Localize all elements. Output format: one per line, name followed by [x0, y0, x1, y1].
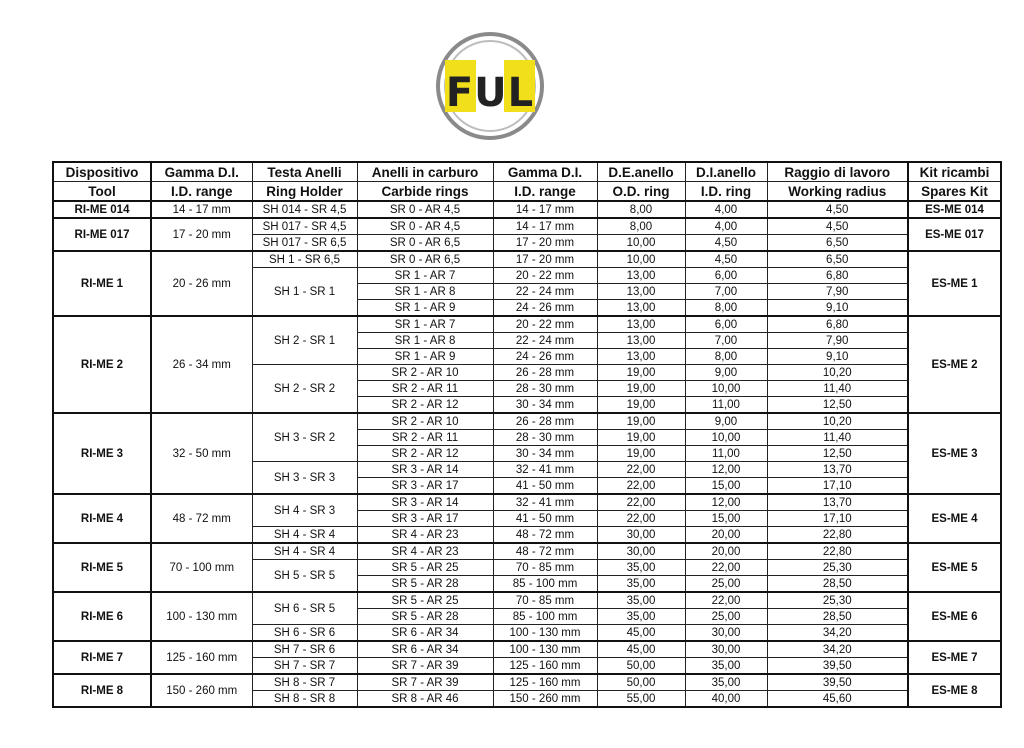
table-row	[53, 494, 1001, 511]
od-ring-cell: 8,00	[597, 218, 685, 235]
id-ring-cell: 9,00	[685, 413, 767, 430]
ring-id-range-cell: 20 - 22 mm	[493, 316, 597, 333]
carbide-ring-cell: SR 1 - AR 7	[357, 316, 493, 333]
header-cell: D.E.anello	[597, 162, 685, 182]
id-ring-cell: 30,00	[685, 641, 767, 658]
working-radius-cell: 34,20	[767, 625, 908, 642]
ring-holder-cell: SH 5 - SR 5	[252, 560, 357, 593]
spares-kit-cell: ES-ME 4	[908, 494, 1001, 543]
table-row	[53, 201, 1001, 218]
working-radius-cell: 7,90	[767, 333, 908, 349]
carbide-ring-cell: SR 2 - AR 10	[357, 413, 493, 430]
od-ring-cell: 22,00	[597, 511, 685, 527]
working-radius-cell: 45,60	[767, 691, 908, 708]
working-radius-cell: 10,20	[767, 413, 908, 430]
id-ring-cell: 11,00	[685, 446, 767, 462]
id-ring-cell: 4,00	[685, 218, 767, 235]
od-ring-cell: 22,00	[597, 462, 685, 478]
od-ring-cell: 30,00	[597, 543, 685, 560]
working-radius-cell: 25,30	[767, 560, 908, 576]
table-row	[53, 413, 1001, 430]
working-radius-cell: 6,80	[767, 268, 908, 284]
spares-kit-cell: ES-ME 8	[908, 674, 1001, 707]
od-ring-cell: 35,00	[597, 576, 685, 593]
ring-id-range-cell: 24 - 26 mm	[493, 300, 597, 317]
od-ring-cell: 13,00	[597, 268, 685, 284]
carbide-ring-cell: SR 2 - AR 11	[357, 381, 493, 397]
ring-id-range-cell: 26 - 28 mm	[493, 413, 597, 430]
id-ring-cell: 8,00	[685, 300, 767, 317]
od-ring-cell: 8,00	[597, 201, 685, 218]
table-body	[53, 162, 1001, 707]
od-ring-cell: 45,00	[597, 625, 685, 642]
spares-kit-cell: ES-ME 014	[908, 201, 1001, 218]
id-ring-cell: 4,50	[685, 251, 767, 268]
od-ring-cell: 45,00	[597, 641, 685, 658]
carbide-ring-cell: SR 6 - AR 34	[357, 625, 493, 642]
od-ring-cell: 19,00	[597, 381, 685, 397]
carbide-ring-cell: SR 2 - AR 12	[357, 397, 493, 414]
ring-id-range-cell: 48 - 72 mm	[493, 527, 597, 544]
spares-kit-cell: ES-ME 017	[908, 218, 1001, 251]
carbide-ring-cell: SR 3 - AR 17	[357, 511, 493, 527]
carbide-ring-cell: SR 2 - AR 12	[357, 446, 493, 462]
working-radius-cell: 6,50	[767, 251, 908, 268]
od-ring-cell: 50,00	[597, 674, 685, 691]
header-cell: Carbide rings	[357, 182, 493, 202]
od-ring-cell: 10,00	[597, 251, 685, 268]
od-ring-cell: 13,00	[597, 349, 685, 365]
id-ring-cell: 7,00	[685, 333, 767, 349]
carbide-ring-cell: SR 1 - AR 8	[357, 333, 493, 349]
working-radius-cell: 6,80	[767, 316, 908, 333]
header-cell: Anelli in carburo	[357, 162, 493, 182]
od-ring-cell: 50,00	[597, 658, 685, 675]
ring-id-range-cell: 22 - 24 mm	[493, 284, 597, 300]
tool-cell: RI-ME 7	[53, 641, 151, 674]
header-cell: Dispositivo	[53, 162, 151, 182]
ring-id-range-cell: 26 - 28 mm	[493, 365, 597, 381]
ring-holder-cell: SH 4 - SR 4	[252, 543, 357, 560]
id-ring-cell: 35,00	[685, 658, 767, 675]
header-cell: Tool	[53, 182, 151, 202]
tool-cell: RI-ME 5	[53, 543, 151, 592]
spares-kit-cell: ES-ME 2	[908, 316, 1001, 413]
spares-table	[52, 161, 1002, 708]
id-ring-cell: 22,00	[685, 560, 767, 576]
ring-holder-cell: SH 017 - SR 6,5	[252, 235, 357, 252]
id-range-cell: 70 - 100 mm	[151, 543, 252, 592]
ring-id-range-cell: 30 - 34 mm	[493, 446, 597, 462]
table-row	[53, 218, 1001, 235]
header-cell: Gamma D.I.	[151, 162, 252, 182]
ring-holder-cell: SH 6 - SR 6	[252, 625, 357, 642]
od-ring-cell: 19,00	[597, 365, 685, 381]
ring-id-range-cell: 125 - 160 mm	[493, 658, 597, 675]
id-ring-cell: 22,00	[685, 592, 767, 609]
working-radius-cell: 12,50	[767, 397, 908, 414]
working-radius-cell: 11,40	[767, 381, 908, 397]
carbide-ring-cell: SR 3 - AR 14	[357, 494, 493, 511]
carbide-ring-cell: SR 2 - AR 11	[357, 430, 493, 446]
od-ring-cell: 35,00	[597, 609, 685, 625]
id-ring-cell: 35,00	[685, 674, 767, 691]
working-radius-cell: 28,50	[767, 609, 908, 625]
id-range-cell: 26 - 34 mm	[151, 316, 252, 413]
ring-holder-cell: SH 6 - SR 5	[252, 592, 357, 625]
header-cell: Gamma D.I.	[493, 162, 597, 182]
working-radius-cell: 6,50	[767, 235, 908, 252]
ring-id-range-cell: 41 - 50 mm	[493, 511, 597, 527]
ring-id-range-cell: 150 - 260 mm	[493, 691, 597, 708]
id-ring-cell: 25,00	[685, 609, 767, 625]
id-ring-cell: 15,00	[685, 478, 767, 495]
ring-holder-cell: SH 1 - SR 1	[252, 268, 357, 317]
carbide-ring-cell: SR 0 - AR 4,5	[357, 218, 493, 235]
working-radius-cell: 7,90	[767, 284, 908, 300]
carbide-ring-cell: SR 4 - AR 23	[357, 543, 493, 560]
od-ring-cell: 13,00	[597, 300, 685, 317]
ring-id-range-cell: 17 - 20 mm	[493, 235, 597, 252]
spares-kit-cell: ES-ME 1	[908, 251, 1001, 316]
carbide-ring-cell: SR 1 - AR 9	[357, 300, 493, 317]
od-ring-cell: 10,00	[597, 235, 685, 252]
working-radius-cell: 9,10	[767, 349, 908, 365]
tool-cell: RI-ME 3	[53, 413, 151, 494]
ring-holder-cell: SH 4 - SR 3	[252, 494, 357, 527]
header-cell: Ring Holder	[252, 182, 357, 202]
od-ring-cell: 55,00	[597, 691, 685, 708]
header-cell: O.D. ring	[597, 182, 685, 202]
ring-holder-cell: SH 014 - SR 4,5	[252, 201, 357, 218]
working-radius-cell: 28,50	[767, 576, 908, 593]
table-row	[53, 251, 1001, 268]
carbide-ring-cell: SR 7 - AR 39	[357, 674, 493, 691]
tool-cell: RI-ME 017	[53, 218, 151, 251]
carbide-ring-cell: SR 4 - AR 23	[357, 527, 493, 544]
carbide-ring-cell: SR 1 - AR 8	[357, 284, 493, 300]
id-range-cell: 125 - 160 mm	[151, 641, 252, 674]
spares-kit-cell: ES-ME 6	[908, 592, 1001, 641]
od-ring-cell: 19,00	[597, 446, 685, 462]
tool-cell: RI-ME 1	[53, 251, 151, 316]
ring-id-range-cell: 100 - 130 mm	[493, 625, 597, 642]
carbide-ring-cell: SR 0 - AR 6,5	[357, 235, 493, 252]
carbide-ring-cell: SR 0 - AR 4,5	[357, 201, 493, 218]
table-row	[53, 674, 1001, 691]
header-cell: Kit ricambi	[908, 162, 1001, 182]
ring-id-range-cell: 125 - 160 mm	[493, 674, 597, 691]
carbide-ring-cell: SR 7 - AR 39	[357, 658, 493, 675]
ring-id-range-cell: 20 - 22 mm	[493, 268, 597, 284]
header-row-english	[53, 182, 1001, 202]
id-ring-cell: 25,00	[685, 576, 767, 593]
header-cell: Testa Anelli	[252, 162, 357, 182]
ring-id-range-cell: 41 - 50 mm	[493, 478, 597, 495]
ring-holder-cell: SH 7 - SR 7	[252, 658, 357, 675]
id-range-cell: 17 - 20 mm	[151, 218, 252, 251]
od-ring-cell: 19,00	[597, 413, 685, 430]
working-radius-cell: 25,30	[767, 592, 908, 609]
header-cell: D.I.anello	[685, 162, 767, 182]
od-ring-cell: 19,00	[597, 430, 685, 446]
working-radius-cell: 13,70	[767, 494, 908, 511]
od-ring-cell: 13,00	[597, 284, 685, 300]
spares-kit-cell: ES-ME 3	[908, 413, 1001, 494]
tool-cell: RI-ME 6	[53, 592, 151, 641]
carbide-ring-cell: SR 1 - AR 9	[357, 349, 493, 365]
od-ring-cell: 13,00	[597, 316, 685, 333]
working-radius-cell: 22,80	[767, 527, 908, 544]
ring-id-range-cell: 24 - 26 mm	[493, 349, 597, 365]
carbide-ring-cell: SR 8 - AR 46	[357, 691, 493, 708]
carbide-ring-cell: SR 5 - AR 25	[357, 560, 493, 576]
ring-holder-cell: SH 8 - SR 8	[252, 691, 357, 708]
header-cell: I.D. range	[493, 182, 597, 202]
ring-id-range-cell: 100 - 130 mm	[493, 641, 597, 658]
working-radius-cell: 17,10	[767, 478, 908, 495]
tool-cell: RI-ME 2	[53, 316, 151, 413]
id-ring-cell: 4,50	[685, 235, 767, 252]
spares-kit-cell: ES-ME 5	[908, 543, 1001, 592]
id-ring-cell: 20,00	[685, 543, 767, 560]
od-ring-cell: 13,00	[597, 333, 685, 349]
working-radius-cell: 34,20	[767, 641, 908, 658]
id-ring-cell: 6,00	[685, 316, 767, 333]
ring-id-range-cell: 32 - 41 mm	[493, 462, 597, 478]
ring-id-range-cell: 28 - 30 mm	[493, 430, 597, 446]
table-row	[53, 641, 1001, 658]
tool-cell: RI-ME 014	[53, 201, 151, 218]
od-ring-cell: 19,00	[597, 397, 685, 414]
id-ring-cell: 12,00	[685, 494, 767, 511]
id-ring-cell: 6,00	[685, 268, 767, 284]
carbide-ring-cell: SR 3 - AR 17	[357, 478, 493, 495]
ring-holder-cell: SH 3 - SR 2	[252, 413, 357, 462]
carbide-ring-cell: SR 0 - AR 6,5	[357, 251, 493, 268]
id-ring-cell: 10,00	[685, 381, 767, 397]
id-range-cell: 150 - 260 mm	[151, 674, 252, 707]
ring-holder-cell: SH 2 - SR 2	[252, 365, 357, 414]
ring-id-range-cell: 70 - 85 mm	[493, 592, 597, 609]
ring-holder-cell: SH 4 - SR 4	[252, 527, 357, 544]
id-ring-cell: 9,00	[685, 365, 767, 381]
header-cell: I.D. ring	[685, 182, 767, 202]
id-ring-cell: 10,00	[685, 430, 767, 446]
od-ring-cell: 35,00	[597, 560, 685, 576]
working-radius-cell: 22,80	[767, 543, 908, 560]
ring-id-range-cell: 22 - 24 mm	[493, 333, 597, 349]
ring-id-range-cell: 85 - 100 mm	[493, 576, 597, 593]
ring-id-range-cell: 14 - 17 mm	[493, 218, 597, 235]
id-ring-cell: 7,00	[685, 284, 767, 300]
ring-id-range-cell: 70 - 85 mm	[493, 560, 597, 576]
ring-holder-cell: SH 7 - SR 6	[252, 641, 357, 658]
od-ring-cell: 22,00	[597, 494, 685, 511]
id-ring-cell: 8,00	[685, 349, 767, 365]
working-radius-cell: 39,50	[767, 658, 908, 675]
ring-holder-cell: SH 3 - SR 3	[252, 462, 357, 495]
id-range-cell: 32 - 50 mm	[151, 413, 252, 494]
ring-id-range-cell: 17 - 20 mm	[493, 251, 597, 268]
working-radius-cell: 10,20	[767, 365, 908, 381]
od-ring-cell: 22,00	[597, 478, 685, 495]
table-row	[53, 592, 1001, 609]
id-range-cell: 14 - 17 mm	[151, 201, 252, 218]
working-radius-cell: 39,50	[767, 674, 908, 691]
working-radius-cell: 13,70	[767, 462, 908, 478]
ring-id-range-cell: 28 - 30 mm	[493, 381, 597, 397]
ring-id-range-cell: 85 - 100 mm	[493, 609, 597, 625]
id-ring-cell: 11,00	[685, 397, 767, 414]
carbide-ring-cell: SR 5 - AR 28	[357, 576, 493, 593]
ring-holder-cell: SH 1 - SR 6,5	[252, 251, 357, 268]
od-ring-cell: 30,00	[597, 527, 685, 544]
working-radius-cell: 11,40	[767, 430, 908, 446]
carbide-ring-cell: SR 2 - AR 10	[357, 365, 493, 381]
spares-kit-cell: ES-ME 7	[908, 641, 1001, 674]
ring-id-range-cell: 30 - 34 mm	[493, 397, 597, 414]
header-cell: Raggio di lavoro	[767, 162, 908, 182]
carbide-ring-cell: SR 1 - AR 7	[357, 268, 493, 284]
id-ring-cell: 12,00	[685, 462, 767, 478]
header-cell: Working radius	[767, 182, 908, 202]
working-radius-cell: 4,50	[767, 218, 908, 235]
carbide-ring-cell: SR 5 - AR 25	[357, 592, 493, 609]
header-row-italian	[53, 162, 1001, 182]
ring-holder-cell: SH 2 - SR 1	[252, 316, 357, 365]
carbide-ring-cell: SR 6 - AR 34	[357, 641, 493, 658]
working-radius-cell: 4,50	[767, 201, 908, 218]
header-cell: Spares Kit	[908, 182, 1001, 202]
id-ring-cell: 4,00	[685, 201, 767, 218]
ring-id-range-cell: 32 - 41 mm	[493, 494, 597, 511]
id-ring-cell: 15,00	[685, 511, 767, 527]
working-radius-cell: 12,50	[767, 446, 908, 462]
ring-holder-cell: SH 8 - SR 7	[252, 674, 357, 691]
table-row	[53, 316, 1001, 333]
header-cell: I.D. range	[151, 182, 252, 202]
id-range-cell: 100 - 130 mm	[151, 592, 252, 641]
logo-letters: FUL	[445, 70, 535, 116]
id-range-cell: 20 - 26 mm	[151, 251, 252, 316]
ring-id-range-cell: 48 - 72 mm	[493, 543, 597, 560]
id-ring-cell: 20,00	[685, 527, 767, 544]
id-range-cell: 48 - 72 mm	[151, 494, 252, 543]
working-radius-cell: 17,10	[767, 511, 908, 527]
ful-logo	[435, 30, 545, 142]
table-row	[53, 543, 1001, 560]
carbide-ring-cell: SR 5 - AR 28	[357, 609, 493, 625]
od-ring-cell: 35,00	[597, 592, 685, 609]
tool-cell: RI-ME 4	[53, 494, 151, 543]
id-ring-cell: 40,00	[685, 691, 767, 708]
tool-cell: RI-ME 8	[53, 674, 151, 707]
carbide-ring-cell: SR 3 - AR 14	[357, 462, 493, 478]
ring-holder-cell: SH 017 - SR 4,5	[252, 218, 357, 235]
ring-id-range-cell: 14 - 17 mm	[493, 201, 597, 218]
working-radius-cell: 9,10	[767, 300, 908, 317]
id-ring-cell: 30,00	[685, 625, 767, 642]
